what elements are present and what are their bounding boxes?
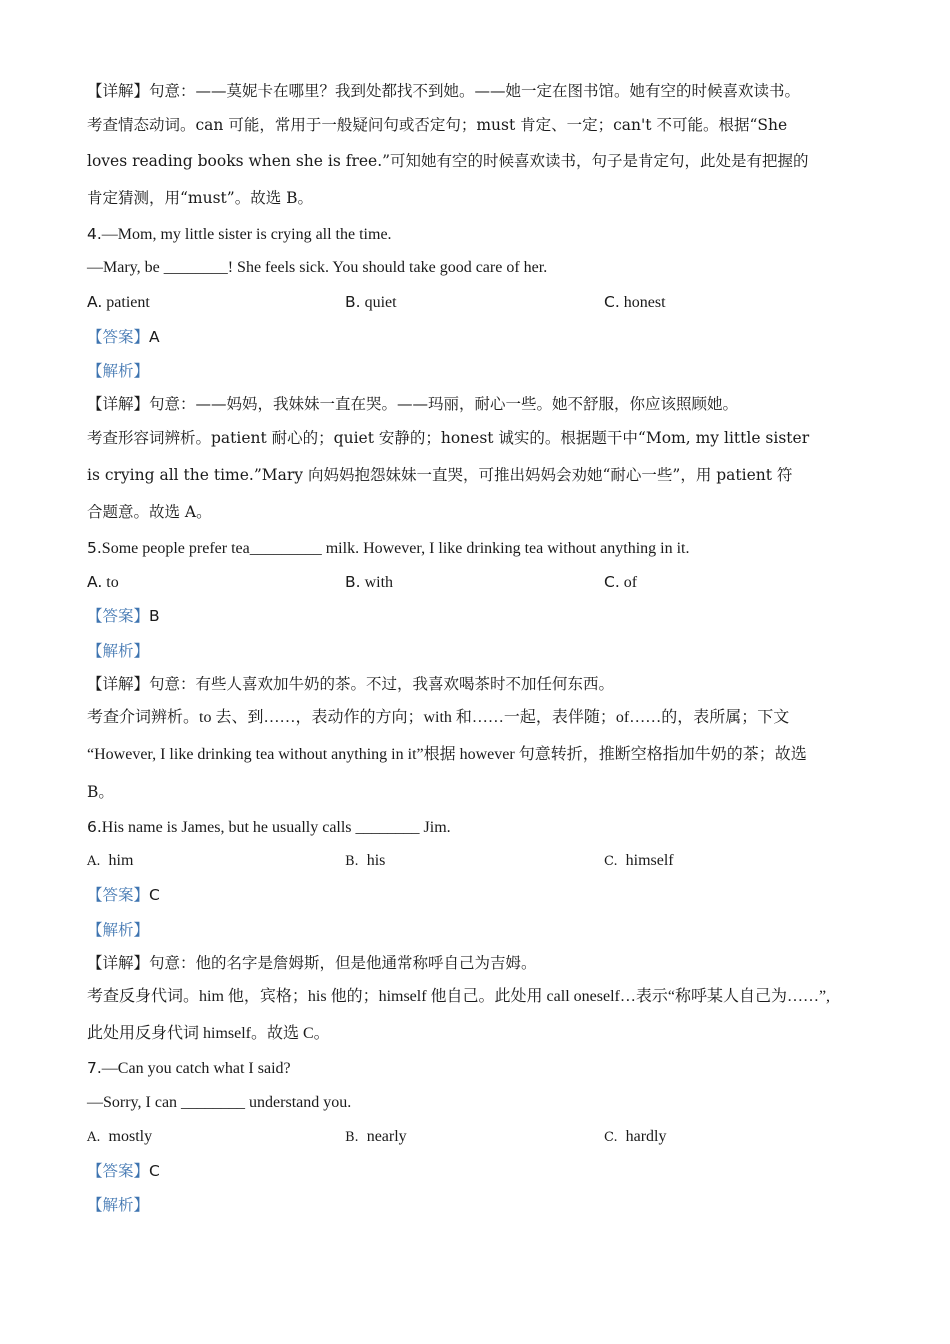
q4-explain-line: 【详解】句意：——妈妈，我妹妹一直在哭。——玛丽，耐心一些。她不舒服，你应该照顾她。 bbox=[87, 395, 739, 413]
q6-explain-line: 【详解】句意：他的名字是詹姆斯，但是他通常称呼自己为吉姆。 bbox=[87, 954, 537, 972]
option-letter: A. bbox=[87, 854, 101, 869]
q6-option-b bbox=[345, 850, 385, 873]
q4-stem bbox=[87, 223, 877, 246]
q7-option-c bbox=[604, 1126, 667, 1149]
option-letter: B. bbox=[345, 573, 361, 591]
option-text: himself bbox=[625, 852, 674, 869]
q6-analysis-tag: 【解析】 bbox=[87, 921, 150, 939]
q6-option-c bbox=[604, 850, 674, 873]
q5-stem-line1: Some people prefer tea_________ milk. However, I like drinking tea without anything in it. bbox=[101, 540, 690, 557]
q6-stem-line1: His name is James, but he usually calls ________ Jim. bbox=[101, 819, 451, 836]
q5-explain-line: “However, I like drinking tea without anything in it”根据 however 句意转折，推断空格指加牛奶的茶；故选 bbox=[87, 746, 807, 763]
q4-explain-line: is crying all the time.”Mary 向妈妈抱怨妹妹一直哭，可推出妈妈会劝她“耐心一些”，用 patient 符 bbox=[87, 466, 793, 484]
option-text: honest bbox=[623, 294, 666, 311]
q6-explain-line: 此处用反身代词 himself。故选 C。 bbox=[87, 1025, 330, 1042]
q3-explain-line: 肯定猜测，用“must”。故选 B。 bbox=[87, 189, 314, 207]
option-letter: A. bbox=[87, 573, 103, 591]
option-text: patient bbox=[106, 294, 150, 311]
answer-value: C bbox=[149, 1162, 160, 1180]
answer-tag: 【答案】 bbox=[87, 607, 150, 625]
option-letter: C. bbox=[604, 293, 620, 311]
q6-answer bbox=[87, 884, 877, 906]
q4-stem-line2: —Mary, be ________! She feels sick. You should take good care of her. bbox=[87, 259, 548, 276]
option-text: him bbox=[108, 852, 134, 869]
option-letter: A. bbox=[87, 293, 103, 311]
option-letter: C. bbox=[604, 854, 618, 869]
q5-option-a bbox=[87, 571, 119, 594]
q7-stem bbox=[87, 1057, 877, 1080]
option-letter: C. bbox=[604, 573, 620, 591]
q4-option-a bbox=[87, 291, 150, 314]
answer-tag: 【答案】 bbox=[87, 886, 150, 904]
option-letter: B. bbox=[345, 293, 361, 311]
q5-option-b bbox=[345, 571, 393, 594]
q4-explain-line: 合题意。故选 A。 bbox=[87, 503, 212, 521]
option-text: with bbox=[364, 574, 394, 591]
answer-value: B bbox=[149, 607, 160, 625]
option-text: hardly bbox=[625, 1128, 667, 1145]
q4-answer bbox=[87, 326, 877, 348]
q3-explain-line: 【详解】句意：——莫妮卡在哪里？我到处都找不到她。——她一定在图书馆。她有空的时候喜欢读书。 bbox=[87, 82, 801, 100]
answer-tag: 【答案】 bbox=[87, 328, 150, 346]
answer-value: C bbox=[149, 886, 160, 904]
q5-analysis-tag: 【解析】 bbox=[87, 642, 150, 660]
q6-explain-line: 考查反身代词。him 他，宾格；his 他的；himself 他自己。此处用 call oneself…表示“称呼某人自己为……”, bbox=[87, 988, 831, 1005]
option-text: nearly bbox=[366, 1128, 407, 1145]
q6-option-a bbox=[87, 850, 133, 873]
option-text: mostly bbox=[108, 1128, 153, 1145]
q4-option-b bbox=[345, 291, 397, 314]
q7-number: 7. bbox=[87, 1059, 102, 1077]
q7-stem-line1: —Can you catch what I said? bbox=[101, 1060, 291, 1077]
q3-explain-line: loves reading books when she is free.”可知她有空的时候喜欢读书，句子是肯定句，此处是有把握的 bbox=[87, 152, 809, 170]
option-letter: B. bbox=[345, 1130, 359, 1145]
q5-stem bbox=[87, 537, 877, 560]
q4-number: 4. bbox=[87, 225, 102, 243]
option-text: to bbox=[106, 574, 119, 591]
q6-number: 6. bbox=[87, 818, 102, 836]
option-letter: B. bbox=[345, 854, 359, 869]
q4-explain-line: 考查形容词辨析。patient 耐心的；quiet 安静的；honest 诚实的。根据题干中“Mom, my little sister bbox=[87, 429, 810, 447]
q7-stem-line2: —Sorry, I can ________ understand you. bbox=[87, 1094, 352, 1111]
q5-answer bbox=[87, 605, 877, 627]
q5-option-c bbox=[604, 571, 637, 594]
option-letter: C. bbox=[604, 1130, 618, 1145]
q3-explain-line: 考查情态动词。can 可能，常用于一般疑问句或否定句；must 肯定、一定；can't 不可能。根据“She bbox=[87, 116, 788, 134]
q7-analysis-tag: 【解析】 bbox=[87, 1196, 150, 1214]
q5-number: 5. bbox=[87, 539, 102, 557]
q7-option-a bbox=[87, 1126, 152, 1149]
q4-analysis-tag: 【解析】 bbox=[87, 362, 150, 380]
q7-answer bbox=[87, 1160, 877, 1182]
option-text: quiet bbox=[364, 294, 397, 311]
q4-stem-line1: —Mom, my little sister is crying all the time. bbox=[101, 226, 392, 243]
answer-value: A bbox=[149, 328, 160, 346]
q7-option-b bbox=[345, 1126, 407, 1149]
option-text: of bbox=[623, 574, 638, 591]
q5-explain-line: 考查介词辨析。to 去、到……，表动作的方向；with 和……一起，表伴随；of……的，表所属；下文 bbox=[87, 709, 790, 726]
q4-option-c bbox=[604, 291, 666, 314]
q5-explain-line: B。 bbox=[87, 783, 114, 801]
option-text: his bbox=[366, 852, 386, 869]
answer-tag: 【答案】 bbox=[87, 1162, 150, 1180]
q5-explain-line: 【详解】句意：有些人喜欢加牛奶的茶。不过，我喜欢喝茶时不加任何东西。 bbox=[87, 675, 615, 693]
option-letter: A. bbox=[87, 1130, 101, 1145]
q6-stem bbox=[87, 816, 877, 839]
